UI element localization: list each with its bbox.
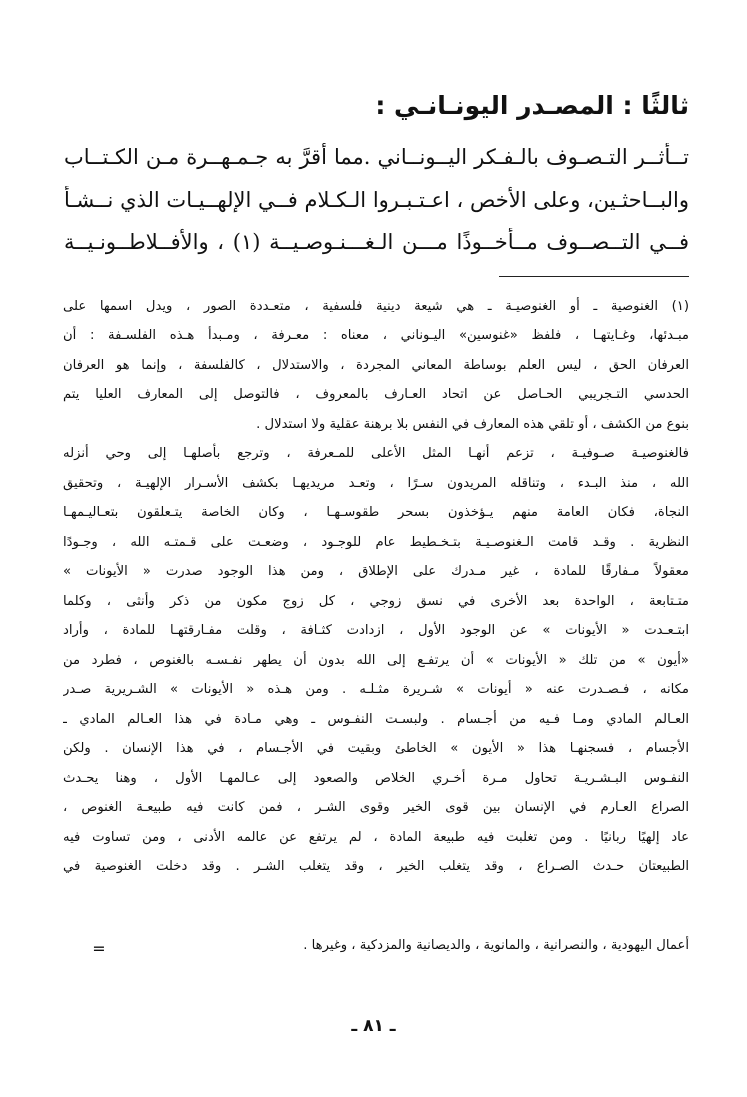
footnote-line: النظرية . وقـد قامت الـغنوصـيـة بتـخـطيط عام للوجـود ، وضعـت على قـمتـه الله ، وجـودًا	[63, 535, 689, 550]
footnote-line: عاد إلهيًا ربانيًا . ومن تغلبت فيه طبيعة المادة ، لم يرتفع عن عالمه الأدنى ، ومن تساوت فيه	[63, 830, 689, 845]
body-text-line: والبــاحثـين، وعلى الأخص ، اعـتـبـروا الـكـلام فــي الإلهــيـات الذي نــشـأ	[64, 188, 689, 212]
footnote-line: النجاة، فكان العامة منهم يـؤخذون بسحر طقوسـهـا ، وكان الخاصة يتـعلقون بتعـاليـمهـا	[63, 505, 689, 520]
footnote-line: الله ، منذ البـدء ، وتناقله المريدون سـرًا ، وتعـد مريديهـا بكشف الأسـرار الإلهيـة ، وتحقيق	[63, 476, 689, 491]
footnote-line: النفـوس البـشـريـة تحاول مـرة أخـري الخلاص والصعود إلى عـالمهـا الأول ، وهنا يحـدث	[63, 771, 689, 786]
footnote-separator	[499, 276, 689, 277]
footnote-line: معقولاً مـفارقًا للمادة ، غير مـدرك على الإطلاق ، ومن هذا الوجود صدرت « الأيونات »	[63, 564, 689, 579]
footnote-line: بنوع من الكشف ، أو تلقي هذه المعارف في النفس بلا برهنة عقلية ولا استدلال .	[256, 417, 689, 432]
section-heading: ثالثًا : المصـدر اليونـانـي :	[375, 91, 689, 120]
footnote-line: متـتابعة ، الواحدة بعد الأخرى في نسق زوجي ، كل زوج مكون من ذكر وأنثى ، وكلما	[63, 594, 689, 609]
footnote-line: مبـدئها، وغـايتهـا ، فلفظ «غنوسين» اليـوناني ، معناه : معـرفة ، ومـبدأ هـذه الفلسـفة : أن	[63, 328, 689, 343]
body-text-line: تــأثــر التـصـوف بالـفـكر اليــونــاني .مما أقرَّ به جـمـهــرة مـن الكـتــاب	[64, 145, 689, 169]
footnote-line: فالغنوصيـة صـوفيـة ، تزعم أنهـا المثل الأعلى للمـعرفة ، وترجع بأصلهـا إلى وحي أنزله	[63, 446, 689, 461]
footnote-line: الأجسام ، فسجنهـا هذا « الأيون » الخاطئ وبقيت في الأجـسام ، في هذا الإنسان . ولكن	[63, 741, 689, 756]
footnote-line: ابتـعـدت « الأيونات » عن الوجود الأول ، ازدادت كثـافة ، وقلت مفـارقتهـا للمادة ، وأراد	[63, 623, 689, 638]
footnote-line: العرفان الحق ، ليس العلم بوساطة المعاني المجردة ، والاستدلال ، كالفلسفة ، وإنما هو العرفان	[63, 358, 689, 373]
body-text-line: فــي التــصــوف مــأخــوذًا مـــن الـغـــنـوصـيــة (١) ، والأفــلاطــونـيــة	[64, 230, 689, 254]
footnote-line: الصراع العـارم في الإنسان بين قوى الخير وقوى الشـر ، فمن كانت فيه طبيعـة الغنوص ،	[63, 800, 689, 815]
footnote-line: «أيون » من تلك « الأيونات » أن يرتفـع إلى الله بدون أن يطهر نفـسـه بالغنوص ، فطرد من	[63, 653, 689, 668]
footnote-line: الطبيعتان حـدث الصـراع ، وقد يتغلب الخير ، وقد يتغلب الشـر . وقد دخلت الغنوصية في	[63, 859, 689, 874]
continuation-mark: =	[92, 939, 106, 958]
footnote-line: أعمال اليهودية ، والنصرانية ، والمانوية ، والديصانية والمزدكية ، وغيرها .	[303, 938, 689, 953]
page-number: ـ ٨١ ـ	[351, 1016, 396, 1036]
footnote-line: العـالم المادي ومـا فـيه من أجـسام . ولبسـت النفـوس ـ وهي مـادة في هذا العـالم المادي ـ	[63, 712, 689, 727]
footnote-line: الحدسي التـجريبي الحـاصل عن اتحاد العـارف بالمعروف ، فالتوصل إلى المعارف العليا يتم	[63, 387, 689, 402]
footnote-line: (١) الغنوصية ـ أو الغنوصيـة ـ هي شيعة دينية فلسفية ، متعـددة الصور ، ويدل اسمها على	[63, 299, 689, 314]
footnote-line: مكانه ، فـصـدرت عنه « أيونات » شـريرة مثـلـه . ومن هـذه « الأيونات » الشـريرية صـدر	[63, 682, 689, 697]
